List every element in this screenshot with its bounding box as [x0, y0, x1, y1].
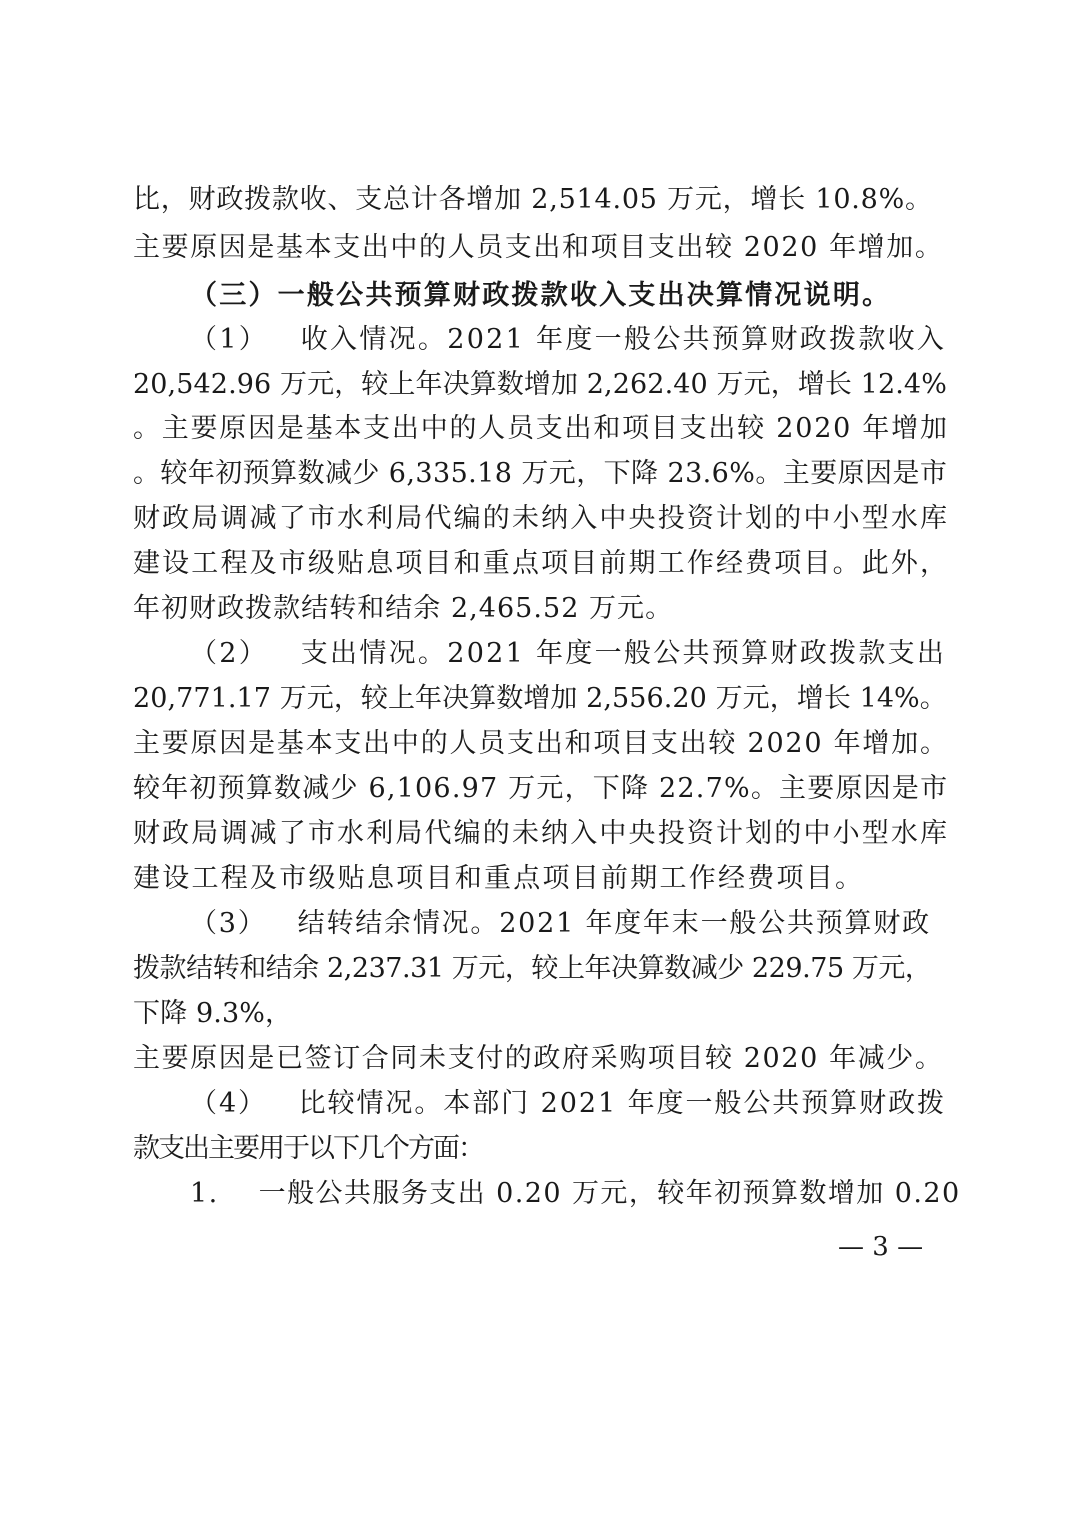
text-line: 主要原因是已签订合同未支付的政府采购项目较 2020 年减少。 — [133, 1043, 944, 1074]
text-line: 建设工程及市级贴息项目和重点项目前期工作经费项目。 — [133, 863, 865, 894]
text-line: 。主要原因是基本支出中的人员支出和项目支出较 2020 年增加 — [133, 413, 949, 444]
section-heading: （三）一般公共预算财政拨款收入支出决算情况说明。 — [190, 280, 892, 311]
text-line: 20,771.17 万元，较上年决算数增加 2,556.20 万元，增长 14%。 — [133, 683, 947, 714]
text-line: 主要原因是基本支出中的人员支出和项目支出较 2020 年增加。 — [133, 232, 944, 263]
text-line: （4） 比较情况。本部门 2021 年度一般公共预算财政拨 — [190, 1088, 946, 1119]
list-item: 1. 一般公共服务支出 0.20 万元，较年初预算数增加 0.20 — [190, 1178, 961, 1209]
text-line: 比，财政拨款收、支总计各增加 2,514.05 万元，增长 10.8%。 — [133, 184, 933, 215]
text-line: 较年初预算数减少 6,106.97 万元，下降 22.7%。主要原因是市 — [133, 773, 949, 804]
text-line: 年初财政拨款结转和结余 2,465.52 万元。 — [133, 593, 674, 624]
text-line: 财政局调减了市水利局代编的未纳入中央投资计划的中小型水库 — [133, 503, 950, 534]
text-line: 建设工程及市级贴息项目和重点项目前期工作经费项目。此外， — [133, 548, 950, 579]
text-line: （2） 支出情况。2021 年度一般公共预算财政拨款支出 — [190, 638, 947, 669]
page-number: — 3 — — [838, 1232, 924, 1262]
text-line: 20,542.96 万元，较上年决算数增加 2,262.40 万元，增长 12.4% — [133, 369, 947, 400]
text-line: （1） 收入情况。2021 年度一般公共预算财政拨款收入 — [190, 324, 947, 355]
text-line: 下降 9.3%， — [133, 998, 293, 1029]
text-line: 财政局调减了市水利局代编的未纳入中央投资计划的中小型水库 — [133, 818, 950, 849]
text-line: （3） 结转结余情况。2021 年度年末一般公共预算财政 — [190, 908, 931, 939]
text-line: 拨款结转和结余 2,237.31 万元，较上年决算数减少 229.75 万元， — [133, 953, 932, 984]
text-line: 。较年初预算数减少 6,335.18 万元，下降 23.6%。主要原因是市 — [133, 458, 948, 489]
text-line: 主要原因是基本支出中的人员支出和项目支出较 2020 年增加。 — [133, 728, 949, 759]
text-line: 款支出主要用于以下几个方面： — [133, 1133, 483, 1164]
